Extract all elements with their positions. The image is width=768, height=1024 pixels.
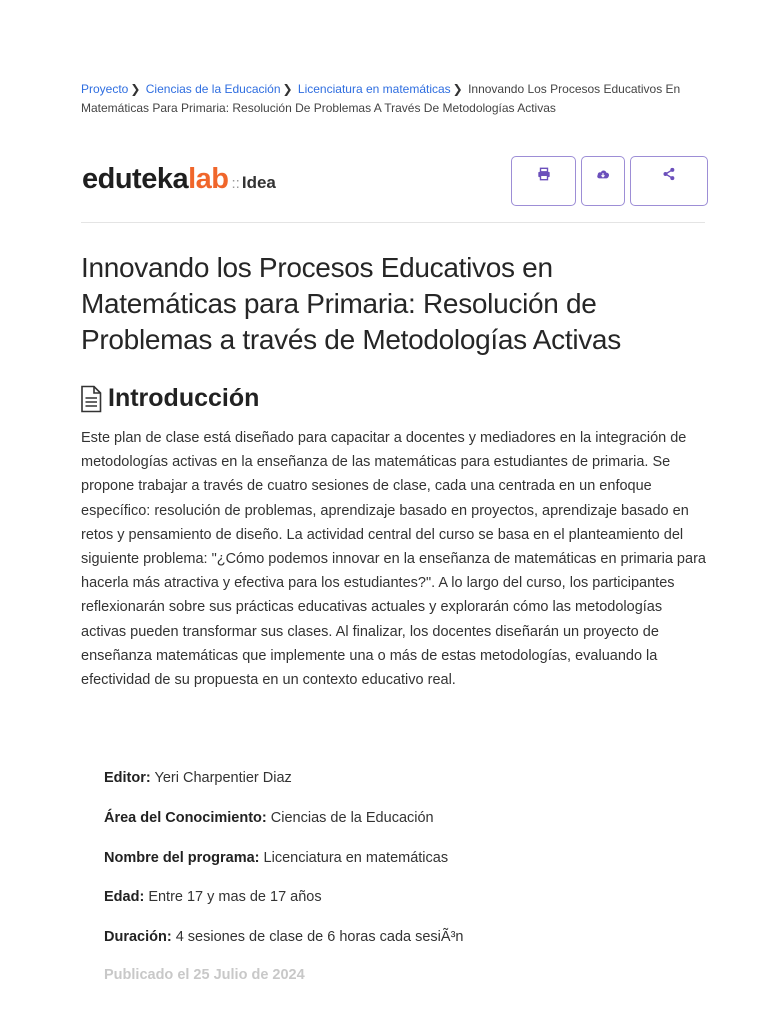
introduction-text: Este plan de clase está diseñado para capacitar a docentes y mediadores en la integración de metodologías activas en la enseñanza de las matemáticas para estudiantes de primaria. Se propone trabajar a través de cuatro sesiones de clase, cada una centrada en un enfoque específico: resolución de problemas, aprendizaje basado en proyectos, aprendizaje basado en retos y pensamiento de diseño. La actividad central del curso se basa en el planteamiento del siguiente problema: "¿Cómo podemos innovar en la enseñanza de matemáticas en primaria para hacerla más atractiva y efectiva para los estudiantes?". A lo largo del curso, los participantes reflexionarán sobre sus prácticas educativas actuales y explorarán cómo las metodologías activas pueden transformar sus clases. Al finalizar, los docentes diseñarán un proyecto de enseñanza matemáticas que implemente una o más de estas metodologías, evaluando la efectividad de su propuesta en un contexto educativo real. xyxy=(81,430,706,689)
meta-program-value: Licenciatura en matemáticas xyxy=(263,850,449,866)
meta-editor-value: Yeri Charpentier Diaz xyxy=(154,770,292,786)
breadcrumb-link-licenciatura[interactable]: Licenciatura en matemáticas xyxy=(297,82,451,96)
breadcrumb-link-proyecto[interactable]: Proyecto xyxy=(81,82,129,96)
cloud-download-icon xyxy=(596,167,610,181)
meta-editor xyxy=(104,770,704,786)
logo-text-idea: Idea xyxy=(241,173,276,192)
meta-area xyxy=(104,810,704,826)
share-button[interactable] xyxy=(630,156,708,206)
meta-program xyxy=(104,850,704,866)
meta-program-label: Nombre del programa: xyxy=(104,850,260,866)
meta-published xyxy=(104,967,704,983)
introduction-title: Introducción xyxy=(108,384,260,412)
meta-age-value: Entre 17 y mas de 17 años xyxy=(148,889,322,905)
edutekalab-logo[interactable] xyxy=(82,163,276,195)
print-button[interactable] xyxy=(511,156,576,206)
meta-area-value: Ciencias de la Educación xyxy=(270,810,434,826)
meta-duration xyxy=(104,929,704,945)
chevron-right-icon: ❯ xyxy=(282,82,293,96)
action-toolbar xyxy=(511,156,708,206)
meta-area-label: Área del Conocimiento: xyxy=(104,810,267,826)
share-icon xyxy=(662,167,676,181)
document-icon xyxy=(80,385,102,413)
breadcrumb xyxy=(81,80,691,118)
logo-text-lab: lab xyxy=(188,163,229,195)
chevron-right-icon: ❯ xyxy=(130,82,141,96)
download-button[interactable] xyxy=(581,156,625,206)
breadcrumb-current: Innovando Los Procesos Educativos En Matemáticas Para Primaria: Resolución De Problemas A Través De Metodologías Activas xyxy=(81,82,681,115)
page-title: Innovando los Procesos Educativos en Matemáticas para Primaria: Resolución de Problemas a través de Metodologías Activas xyxy=(81,252,621,355)
meta-age-label: Edad: xyxy=(104,889,145,905)
meta-age xyxy=(104,889,704,905)
logo-text-eduteka: eduteka xyxy=(82,163,189,195)
chevron-right-icon: ❯ xyxy=(452,82,463,96)
breadcrumb-link-ciencias[interactable]: Ciencias de la Educación xyxy=(145,82,281,96)
header-divider xyxy=(81,222,705,223)
logo-separator: :: xyxy=(231,175,240,192)
print-icon xyxy=(537,167,551,181)
meta-duration-label: Duración: xyxy=(104,929,172,945)
meta-duration-value: 4 sesiones de clase de 6 horas cada sesiÃ³n xyxy=(175,929,464,945)
meta-editor-label: Editor: xyxy=(104,770,151,786)
introduction-heading xyxy=(80,383,259,413)
meta-published-text: Publicado el 25 Julio de 2024 xyxy=(104,967,305,983)
